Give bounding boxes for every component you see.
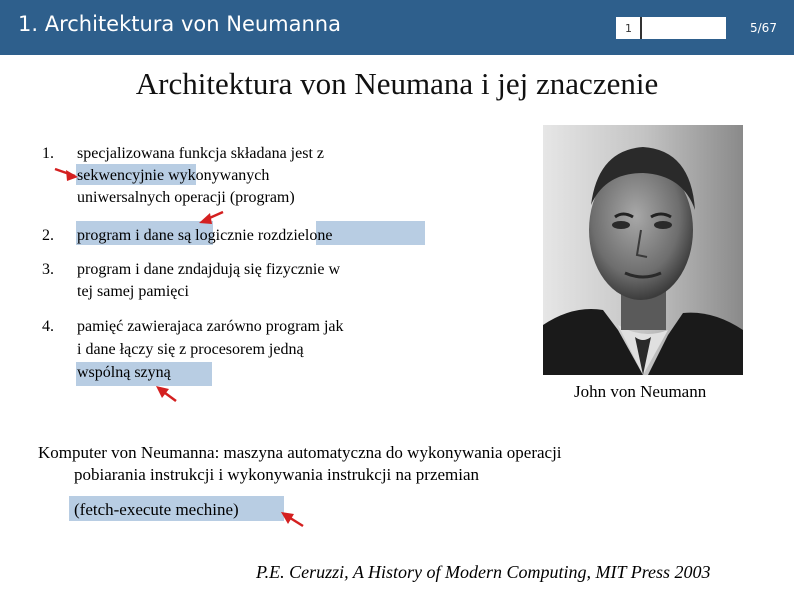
photo-caption: John von Neumann: [574, 382, 707, 401]
item-number: 4.: [42, 318, 54, 335]
item-number: 3.: [42, 261, 54, 278]
item-number: 2.: [42, 227, 54, 244]
citation: P.E. Ceruzzi, A History of Modern Computing, MIT Press 2003: [256, 562, 711, 582]
arrow-icon: [278, 508, 306, 530]
item-line: wspólną szyną: [77, 364, 171, 381]
item-number: 1.: [42, 145, 54, 162]
item-line: specjalizowana funkcja składana jest z: [77, 145, 324, 162]
slide-title: Architektura von Neumana i jej znaczenie: [135, 66, 659, 101]
item-line: tej samej pamięci: [77, 283, 189, 300]
portrait-photo: [543, 125, 743, 375]
item-line: program i dane zndajdują się fizycznie w: [77, 261, 340, 278]
item-line: program i dane są logicznie rozdzielone: [77, 227, 333, 244]
item-line: uniwersalnych operacji (program): [77, 189, 295, 206]
definition-line: Komputer von Neumanna: maszyna automatyczna do wykonywania operacji: [38, 443, 562, 462]
item-line: i dane łączy się z procesorem jedną: [77, 341, 304, 358]
definition-line: pobiarania instrukcji i wykonywania instrukcji na przemian: [74, 465, 480, 484]
definition-highlight: (fetch-execute mechine): [74, 500, 239, 519]
item-line: sekwencyjnie wykonywanych: [77, 167, 270, 184]
arrow-icon: [196, 207, 226, 229]
navigation-box[interactable]: [616, 17, 726, 39]
arrow-icon: [52, 164, 80, 186]
arrow-icon: [153, 383, 179, 405]
navigation-number: 1: [625, 22, 632, 35]
page-indicator: 5/67: [750, 21, 777, 35]
navigation-tick: [640, 17, 642, 39]
item-line: pamięć zawierajaca zarówno program jak: [77, 318, 344, 335]
section-title: 1. Architektura von Neumanna: [18, 12, 341, 36]
